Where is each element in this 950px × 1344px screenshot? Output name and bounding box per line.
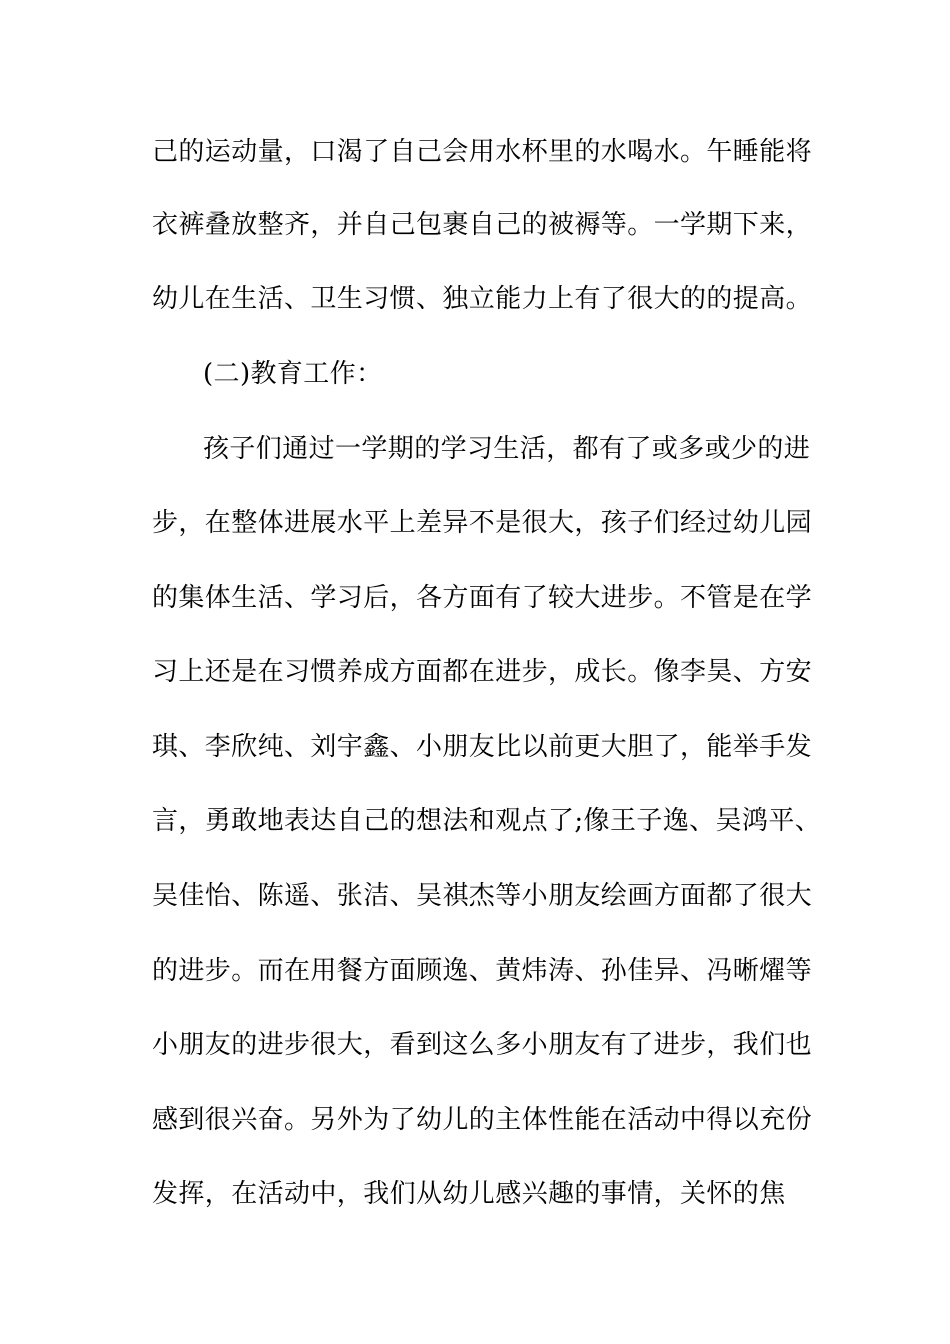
text-line-13: 小朋友的进步很大，看到这么多小朋友有了进步，我们也: [152, 1030, 813, 1060]
text-line-6: 步，在整体进展水平上差异不是很大，孩子们经过幼儿园: [152, 508, 813, 538]
text-line-8: 习上还是在习惯养成方面都在进步，成长。像李昊、方安: [152, 657, 813, 687]
text-line-11: 吴佳怡、陈遥、张洁、吴祺杰等小朋友绘画方面都了很大: [152, 881, 813, 911]
section-heading: (二)教育工作：: [203, 359, 383, 389]
text-line-14: 感到很兴奋。另外为了幼儿的主体性能在活动中得以充份: [152, 1105, 813, 1135]
text-line-5: 孩子们通过一学期的学习生活，都有了或多或少的进: [203, 434, 811, 464]
text-line-15: 发挥，在活动中，我们从幼儿感兴趣的事情，关怀的焦: [152, 1179, 786, 1209]
text-line-10: 言，勇敢地表达自己的想法和观点了;像王子逸、吴鸿平、: [152, 806, 822, 836]
text-line-9: 琪、李欣纯、刘宇鑫、小朋友比以前更大胆了，能举手发: [152, 732, 813, 762]
text-line-3: 幼儿在生活、卫生习惯、独立能力上有了很大的的提高。: [152, 284, 813, 314]
text-line-1: 己的运动量，口渴了自己会用水杯里的水喝水。午睡能将: [152, 137, 813, 167]
text-line-12: 的进步。而在用餐方面顾逸、黄炜涛、孙佳异、冯晰燿等: [152, 956, 813, 986]
text-line-2: 衣裤叠放整齐，并自己包裹自己的被褥等。一学期下来，: [152, 210, 813, 240]
text-line-7: 的集体生活、学习后，各方面有了较大进步。不管是在学: [152, 583, 813, 613]
